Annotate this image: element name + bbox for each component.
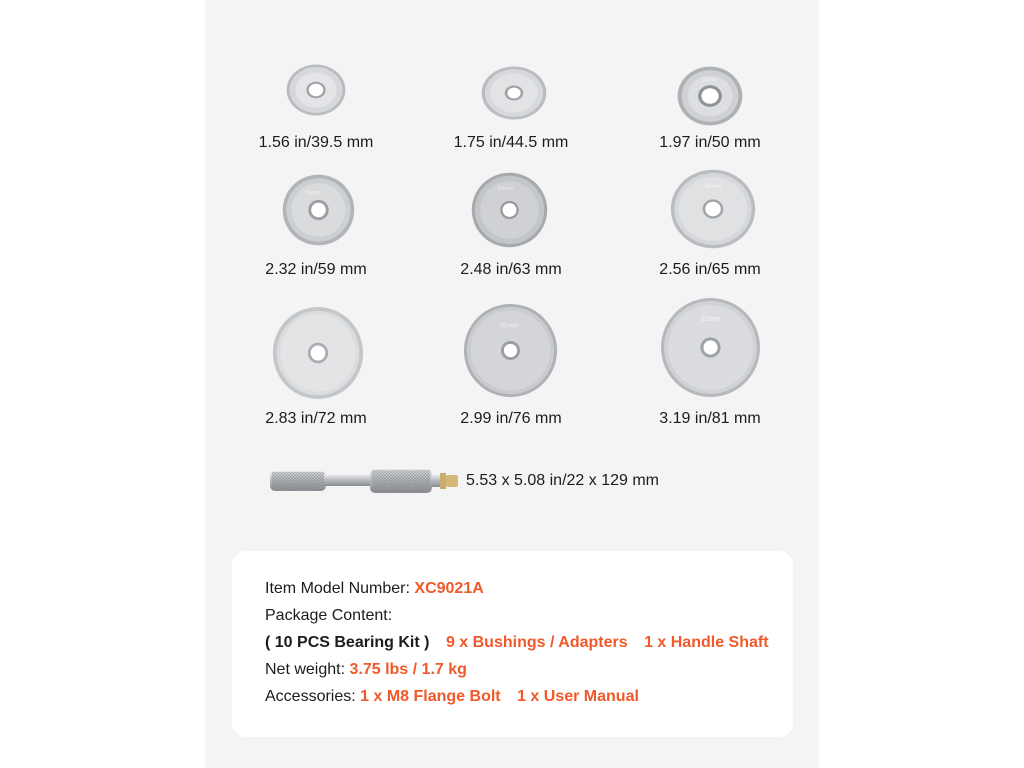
bushing-label: 1.56 in/39.5 mm	[258, 134, 374, 151]
engraving-text: 59mm	[305, 190, 320, 197]
kit-label: ( 10 PCS Bearing Kit )	[265, 634, 430, 651]
engraving-text: 81mm	[700, 316, 721, 324]
bushing-disc-9	[660, 297, 761, 398]
weight-row	[265, 661, 467, 679]
handle-shaft-label: 5.53 x 5.08 in/22 x 129 mm	[466, 472, 659, 489]
package-label: Package Content:	[265, 607, 393, 624]
bushings-value: 9 x Bushings / Adapters	[445, 634, 628, 651]
engraving-text: 50mm	[702, 77, 718, 83]
accessories-row	[265, 688, 639, 706]
bushing-disc-5	[471, 172, 548, 248]
bushing-label: 2.48 in/63 mm	[460, 261, 562, 278]
bushing-disc-4	[282, 174, 355, 246]
bushing-label: 1.97 in/50 mm	[659, 134, 761, 151]
engraving-text: 65mm	[704, 184, 722, 191]
model-row	[265, 580, 484, 598]
bushing-label: 1.75 in/44.5 mm	[453, 134, 569, 151]
package-content-row	[265, 634, 769, 652]
model-value: XC9021A	[414, 580, 484, 597]
accessories-label: Accessories:	[265, 688, 356, 705]
bushing-label: 3.19 in/81 mm	[659, 410, 761, 427]
weight-value: 3.75 lbs / 1.7 kg	[349, 661, 467, 678]
package-row	[265, 607, 392, 625]
bushing-disc-2	[481, 66, 547, 120]
bushing-disc-8	[463, 303, 558, 398]
weight-label: Net weight:	[265, 661, 346, 678]
bushing-disc-7	[272, 306, 364, 400]
model-label: Item Model Number:	[265, 580, 410, 597]
handle-shaft-image	[268, 463, 460, 499]
bushing-label: 2.83 in/72 mm	[265, 410, 367, 427]
bushing-disc-1	[286, 64, 346, 116]
engraving-text: 76mm	[499, 322, 518, 330]
manual-value: 1 x User Manual	[517, 688, 639, 705]
spec-card	[232, 551, 793, 737]
engraving-text: 63mm	[498, 186, 514, 193]
bushing-label: 2.99 in/76 mm	[460, 410, 562, 427]
bolt-value: 1 x M8 Flange Bolt	[360, 688, 501, 705]
bushing-disc-3	[677, 66, 743, 126]
bushing-disc-6	[670, 169, 756, 249]
bushing-label: 2.32 in/59 mm	[265, 261, 367, 278]
shaft-value: 1 x Handle Shaft	[644, 634, 769, 651]
bushing-label: 2.56 in/65 mm	[659, 261, 761, 278]
